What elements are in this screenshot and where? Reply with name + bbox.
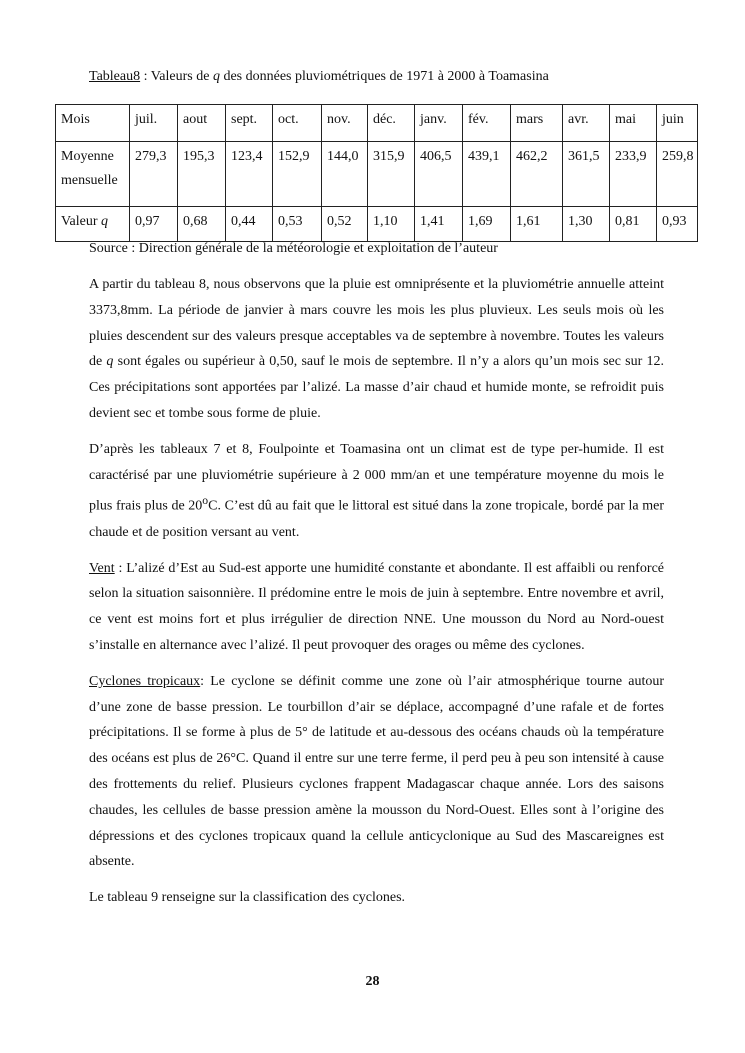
paragraph-rainfall-part-b: sont égales ou supérieur à 0,50, sauf le mois de septembre. Il n’y a alors qu’un mois sec sur 12. Ces précipitations sont apportées par l’alizé. La masse d’air chaud et humide monte, se refroidit puis devient sec et tombe sous forme de pluie.	[89, 354, 664, 421]
paragraph-cyclones	[89, 669, 664, 875]
table-header-cell: aout	[178, 105, 226, 142]
table-header-cell: fév.	[463, 105, 511, 142]
table-header-cell: avr.	[563, 105, 610, 142]
table-cell: 0,68	[178, 207, 226, 242]
table-caption-text-before: : Valeurs de	[140, 69, 213, 84]
table-caption-label: Tableau8	[89, 69, 141, 84]
page-number: 28	[365, 974, 380, 989]
table-header-cell: mars	[511, 105, 563, 142]
table-caption-text-after: des données pluviométriques de 1971 à 2000 à Toamasina	[219, 69, 549, 84]
table-cell: 1,10	[368, 207, 415, 242]
table-caption-q-variable: q	[212, 69, 220, 84]
table-cell: 0,93	[657, 207, 698, 242]
table-header-cell: sept.	[226, 105, 273, 142]
table-caption	[89, 67, 549, 87]
row-label-q-variable: q	[101, 214, 109, 229]
table-header-cell: mai	[610, 105, 657, 142]
body-text	[89, 272, 664, 921]
table-cell: 0,97	[130, 207, 178, 242]
paragraph-climate-part-b: C. C’est dû au fait que le littoral est situé dans la zone tropicale, bordé par la mer chaude et de position versant au vent.	[89, 499, 665, 540]
table-cell: 0,53	[273, 207, 322, 242]
table-cell: 315,9	[368, 142, 415, 207]
rainfall-table	[55, 104, 698, 242]
table-cell: 123,4	[226, 142, 273, 207]
table-cell: 259,8	[657, 142, 698, 207]
paragraph-rainfall-analysis	[89, 272, 664, 427]
paragraph-cyclones-text: : Le cyclone se définit comme une zone où l’air atmosphérique tourne autour d’une zone de basse pression. Le tourbillon d’air se déplace, accompagné d’une rafale et de fortes précipitations. Il se forme à plus de 5° de latitude et au-dessous des océans chauds où la température des océans est plus de 26°C. Quand il entre sur une terre ferme, il perd peu à peu son intensité à cause des frottements du relief. Plusieurs cyclones frappent Madagascar chaque année. Lors des saisons chaudes, les cellules de basse pression amène la mousson du Nord-Ouest. Elles sont à l’origine des dépressions et des cyclones tropicaux quand la cellule anticyclonique au Sud des Mascareignes est absente.	[89, 673, 664, 870]
paragraph-rainfall-part-a: A partir du tableau 8, nous observons que la pluie est omniprésente et la pluviométrie annuelle atteint 3373,8mm. La période de janvier à mars couvre les mois les plus pluvieux. Les seuls mois où les pluies descendent sur des valeurs presque acceptables va de septembre à novembre. Toutes les valeurs de	[89, 277, 664, 370]
table-cell: 0,52	[322, 207, 368, 242]
table-header-cell: déc.	[368, 105, 415, 142]
table-header-cell: janv.	[415, 105, 463, 142]
table-cell: 1,41	[415, 207, 463, 242]
row-label-q-value	[56, 207, 130, 242]
table-cell: 144,0	[322, 142, 368, 207]
paragraph-wind	[89, 556, 664, 659]
table-header-cell: oct.	[273, 105, 322, 142]
table-cell: 233,9	[610, 142, 657, 207]
table-cell: 195,3	[178, 142, 226, 207]
table-header-cell: juin	[657, 105, 698, 142]
table-cell: 1,30	[563, 207, 610, 242]
table-cell: 0,44	[226, 207, 273, 242]
table-cell: 279,3	[130, 142, 178, 207]
paragraph-climate	[89, 437, 664, 546]
table-source: Source : Direction générale de la météorologie et exploitation de l’auteur	[89, 241, 498, 256]
table-row-months	[56, 105, 698, 142]
wind-heading: Vent	[89, 560, 115, 576]
table-row-monthly-mean	[56, 142, 698, 207]
table-row-q-values	[56, 207, 698, 242]
row-label-monthly-mean: Moyenne mensuelle	[56, 142, 130, 207]
table-cell: 462,2	[511, 142, 563, 207]
table-cell: 1,69	[463, 207, 511, 242]
row-label-q-prefix: Valeur	[61, 214, 102, 229]
table-header-cell: Mois	[56, 105, 130, 142]
table-cell: 361,5	[563, 142, 610, 207]
q-variable: q	[106, 354, 114, 370]
table-cell: 1,61	[511, 207, 563, 242]
table-cell: 152,9	[273, 142, 322, 207]
paragraph-wind-text: : L’alizé d’Est au Sud-est apporte une humidité constante et abondante. Il est affaibli ou renforcé selon la situation saisonnière. Il prédomine entre le mois de juin à septembre. Entre novembre et avril, ce vent est moins fort et plus irrégulier de direction NNE. Une mousson du Nord au Nord-ouest s’installe en alternance avec l’alizé. Il peut provoquer des orages ou même des cyclones.	[89, 560, 664, 654]
cyclones-heading: Cyclones tropicaux	[89, 673, 201, 689]
paragraph-climate-part-a: D’après les tableaux 7 et 8, Foulpointe et Toamasina ont un climat est de type per-humide. Il est caractérisé par une pluviométrie supérieure à 2 000 mm/an et une température moyenne du mois le plus frais plus de 20	[89, 441, 664, 515]
table-cell: 439,1	[463, 142, 511, 207]
table-header-cell: juil.	[130, 105, 178, 142]
table-cell: 0,81	[610, 207, 657, 242]
table-header-cell: nov.	[322, 105, 368, 142]
paragraph-table9-intro: Le tableau 9 renseigne sur la classification des cyclones.	[89, 890, 406, 906]
table-cell: 406,5	[415, 142, 463, 207]
degree-superscript: o	[202, 494, 209, 508]
